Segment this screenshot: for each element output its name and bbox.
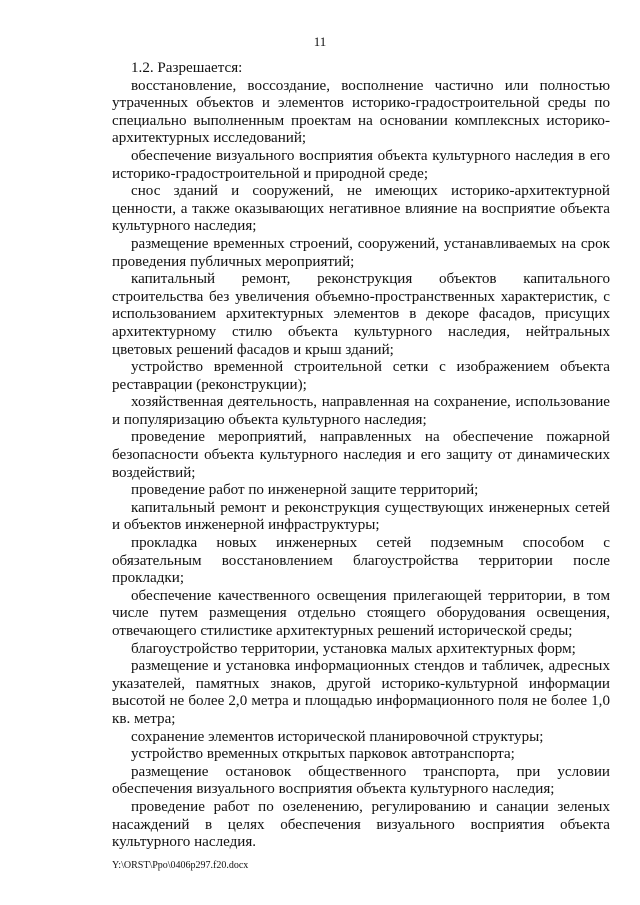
list-item: снос зданий и сооружений, не имеющих историко-архитектурной ценности, а также оказывающих негативное влияние на восприятие объекта культурного наследия; [112,183,610,235]
list-item: восстановление, воссоздание, восполнение частично или полностью утраченных объектов и элементов историко-градостроительной среды по специально выполненным проектам на основании комплексных историко-архитектурных исследований; [112,77,610,147]
page-number: 11 [313,34,327,49]
list-item: размещение остановок общественного транспорта, при условии обеспечения визуального восприятия объекта культурного наследия; [112,763,610,798]
list-item: капитальный ремонт и реконструкция существующих инженерных сетей и объектов инженерной инфраструктуры; [112,499,610,534]
list-item: размещение временных строений, сооружений, устанавливаемых на срок проведения публичных мероприятий; [112,235,610,270]
list-item: хозяйственная деятельность, направленная на сохранение, использование и популяризацию объекта культурного наследия; [112,394,610,428]
list-item: проведение работ по инженерной защите территорий; [131,482,479,499]
list-item: устройство временных открытых парковок автотранспорта; [131,746,515,763]
list-item: устройство временной строительной сетки с изображением объекта реставрации (реконструкции); [112,359,610,393]
list-item: обеспечение визуального восприятия объекта культурного наследия в его историко-градостроительной и природной среде; [112,147,610,182]
list-item: проведение мероприятий, направленных на обеспечение пожарной безопасности объекта культурного наследия и его защиту от динамических воздействий; [112,429,610,481]
list-item: обеспечение качественного освещения прилегающей территории, в том числе путем размещения отдельно стоящего оборудования освещения, отвечающего стилистике архитектурных решений исторической среды; [112,587,610,639]
list-item: благоустройство территории, установка малых архитектурных форм; [131,640,576,657]
section-heading: 1.2. Разрешается: [131,60,243,76]
list-item: проведение работ по озеленению, регулированию и санации зеленых насаждений в целях обеспечения визуального восприятия объекта культурного наследия. [112,798,610,851]
list-item: сохранение элементов исторической планировочной структуры; [131,728,544,745]
list-item: капитальный ремонт, реконструкция объектов капитального строительства без увеличения объемно-пространственных характеристик, с использованием архитектурных элементов в декоре фасадов, присущих архитектурному стилю объекта культурного наследия, нейтральных цветовых решений фасадов и крыш зданий; [112,271,610,358]
document-body [112,60,610,852]
list-item: размещение и установка информационных стендов и табличек, адресных указателей, памятных знаков, другой историко-культурной информации высотой не более 2,0 метра и площадью информационного поля не более 1,0 кв. метра; [112,658,610,727]
footer-file-path: Y:\ORST\Ppo\0406p297.f20.docx [112,860,249,871]
list-item: прокладка новых инженерных сетей подземным способом с обязательным восстановлением благоустройства территории после прокладки; [112,535,610,587]
